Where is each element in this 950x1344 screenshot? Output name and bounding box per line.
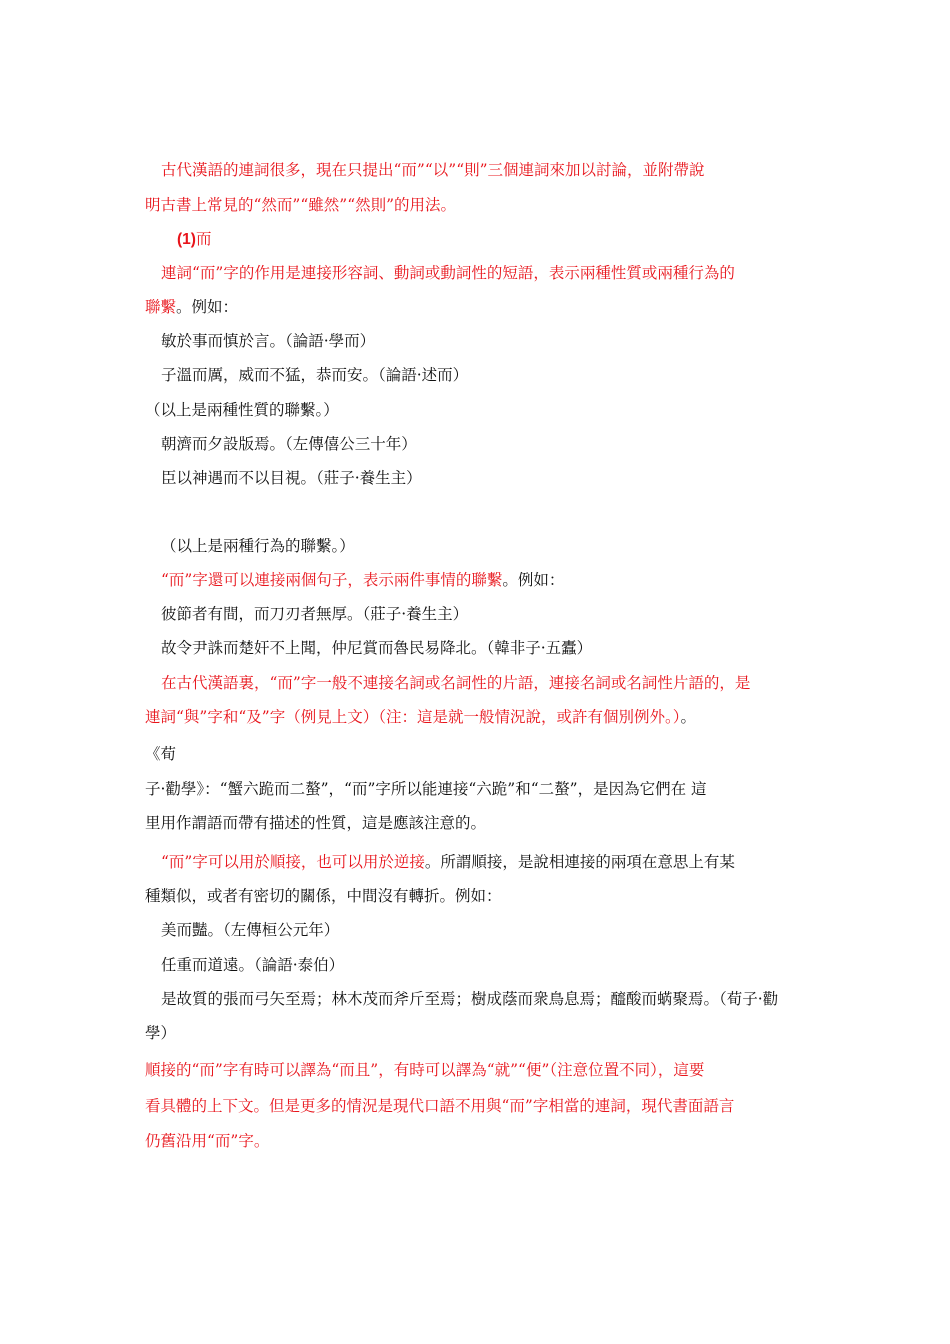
para3-red-text: “而”字還可以連接兩個句子，表示兩件事情的聯繫 [161, 571, 503, 589]
para6-line-2: 種類似，或者有密切的關係，中間沒有轉折。例如： [145, 887, 502, 905]
para7-line-2: 看具體的上下文。但是更多的情況是現代口語不用與“而”字相當的連詞，現代書面語言 [145, 1097, 735, 1115]
para2-black-text: 。例如： [176, 298, 239, 316]
para2-red-text: 聯繫 [145, 298, 177, 316]
note-line: （以上是兩種行為的聯繫。） [161, 537, 355, 555]
citation-open: 《荀 [145, 745, 177, 763]
example-line: 任重而道遠。（論語·泰伯） [161, 956, 345, 974]
para6-black-text: 。所謂順接，是說相連接的兩項在意思上有某 [424, 853, 735, 871]
para4-red-text: 連詞“與”字和“及”字（例見上文）（注：這是就一般情況說，或許有個別例外。） [145, 708, 681, 726]
example-line: 臣以神遇而不以目視。（莊子·養生主） [161, 469, 422, 487]
example-line: 故令尹誅而楚奸不上聞，仲尼賞而魯民易降北。（韓非子·五蠹） [161, 639, 593, 657]
para6-red-text: “而”字可以用於順接，也可以用於逆接 [161, 853, 425, 871]
example-line-continued: 學） [145, 1024, 177, 1042]
example-line: 敏於事而慎於言。（論語·學而） [161, 332, 376, 350]
para2-line-2 [145, 297, 238, 317]
section-number: (1) [177, 231, 196, 248]
intro-line-1: 古代漢語的連詞很多，現在只提出“而”“以”“則”三個連詞來加以討論，並附帶說 [161, 161, 705, 179]
para4-line-2 [145, 707, 696, 727]
para4-black-text: 。 [680, 708, 696, 726]
para6-line-1 [161, 852, 735, 872]
section-word: 而 [195, 230, 212, 248]
para4-line-1: 在古代漢語裏，“而”字一般不連接名詞或名詞性的片語，連接名詞或名詞性片語的，是 [161, 674, 751, 692]
example-line: 美而豔。（左傳桓公元年） [161, 921, 340, 939]
example-line: 彼節者有間，而刀刃者無厚。（莊子·養生主） [161, 605, 469, 623]
para7-line-1: 順接的“而”字有時可以譯為“而且”，有時可以譯為“就”“便”（注意位置不同），這要 [145, 1061, 705, 1079]
intro-line-2: 明古書上常見的“然而”“雖然”“然則”的用法。 [145, 196, 457, 214]
example-line: 朝濟而夕設版焉。（左傳僖公三十年） [161, 435, 417, 453]
para5-line-2: 里用作謂語而帶有描述的性質，這是應該注意的。 [145, 814, 487, 832]
example-line: 是故質的張而弓矢至焉；林木茂而斧斤至焉；樹成蔭而衆鳥息焉；醯酸而蜹聚焉。（荀子·勸 [161, 990, 779, 1008]
para3-line [161, 570, 564, 590]
note-line: （以上是兩種性質的聯繫。） [145, 401, 339, 419]
example-line: 子溫而厲，威而不猛，恭而安。（論語·述而） [161, 366, 469, 384]
section-heading [177, 229, 211, 250]
para5-line-1: 子·勸學》：“蟹六跪而二螯”，“而”字所以能連接“六跪”和“二螯”，是因為它們在 這 [145, 780, 707, 798]
para7-line-3: 仍舊沿用“而”字。 [145, 1132, 270, 1150]
para3-black-text: 。例如： [502, 571, 565, 589]
para2-line-1: 連詞“而”字的作用是連接形容詞、動詞或動詞性的短語，表示兩種性質或兩種行為的 [161, 264, 735, 282]
